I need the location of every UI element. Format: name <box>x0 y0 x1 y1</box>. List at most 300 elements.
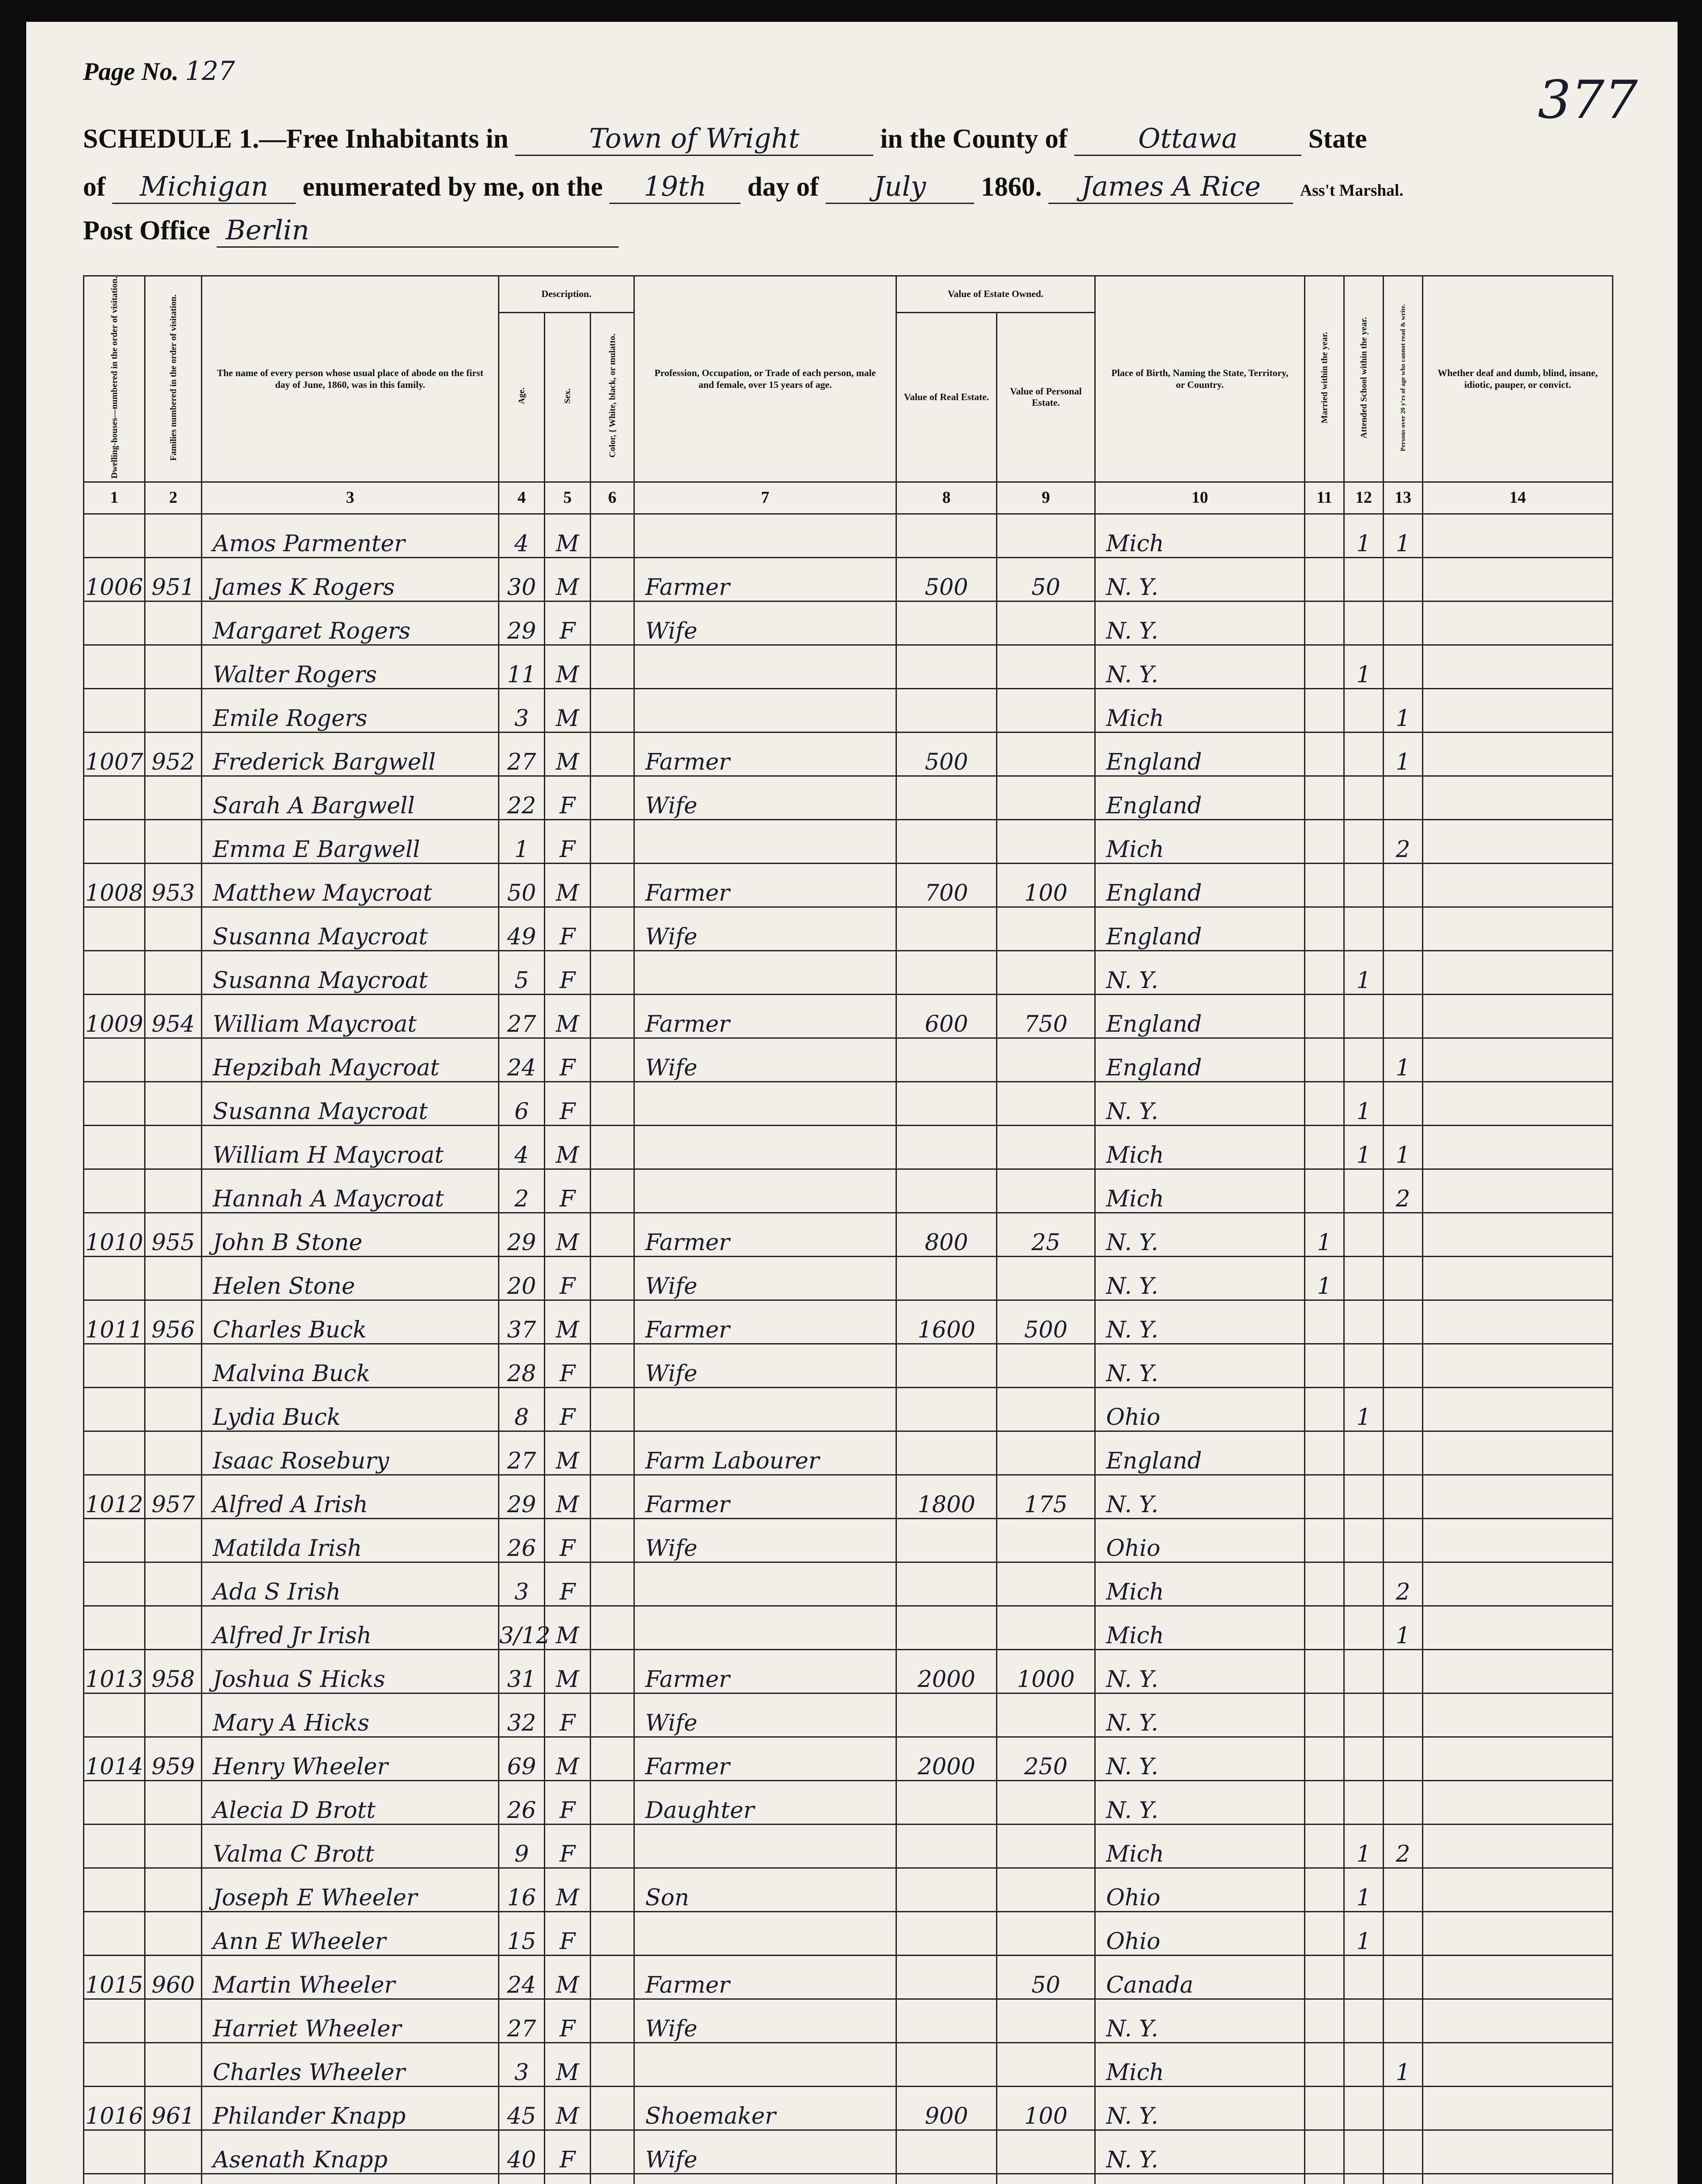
person-name: Mary A Hicks <box>202 1693 499 1737</box>
birthplace: Mich <box>1095 514 1305 558</box>
family-number <box>145 689 202 733</box>
real-estate-value <box>896 2174 997 2184</box>
attended-school <box>1344 1693 1384 1737</box>
personal-estate-value: 50 <box>997 558 1095 601</box>
occupation: Wife <box>634 1257 896 1300</box>
married-within-year <box>1305 1431 1344 1475</box>
attended-school <box>1344 1606 1384 1650</box>
family-number <box>145 2043 202 2087</box>
cannot-read-write <box>1384 2087 1423 2130</box>
married-within-year <box>1305 1781 1344 1825</box>
dwelling-number <box>84 1606 145 1650</box>
cannot-read-write <box>1384 1650 1423 1693</box>
column-number-5: 5 <box>545 482 591 514</box>
dwelling-number <box>84 1126 145 1169</box>
person-name: Frederick Bargwell <box>202 733 499 776</box>
married-within-year <box>1305 776 1344 820</box>
table-row <box>84 2130 1613 2174</box>
birthplace: N. Y. <box>1095 1213 1305 1257</box>
table-row <box>84 601 1613 645</box>
table-row <box>84 1912 1613 1956</box>
real-estate-value: 600 <box>896 995 997 1038</box>
real-estate-value <box>896 1519 997 1562</box>
married-within-year <box>1305 1912 1344 1956</box>
real-estate-value <box>896 2130 997 2174</box>
cannot-read-write <box>1384 1431 1423 1475</box>
month-field: July <box>826 170 974 204</box>
cannot-read-write <box>1384 1868 1423 1912</box>
dwelling-number <box>84 1912 145 1956</box>
occupation <box>634 820 896 864</box>
real-estate-value <box>896 689 997 733</box>
dwelling-number: 1006 <box>84 558 145 601</box>
disability <box>1423 1519 1613 1562</box>
person-name: Emile Rogers <box>202 689 499 733</box>
occupation: Wife <box>634 1519 896 1562</box>
estate-header: Value of Estate Owned. <box>896 276 1095 313</box>
married-within-year <box>1305 1126 1344 1169</box>
dwelling-number <box>84 1169 145 1213</box>
family-number <box>145 514 202 558</box>
attended-school <box>1344 1038 1384 1082</box>
family-number: 952 <box>145 733 202 776</box>
table-row <box>84 907 1613 951</box>
attended-school <box>1344 2043 1384 2087</box>
person-name: Asenath Knapp <box>202 2130 499 2174</box>
cannot-read-write <box>1384 2174 1423 2184</box>
dwelling-number <box>84 776 145 820</box>
cannot-read-write: 2 <box>1384 1169 1423 1213</box>
post-office-label: Post Office <box>83 216 210 245</box>
dwelling-number: 1010 <box>84 1213 145 1257</box>
color <box>591 995 634 1038</box>
birthplace: N. Y. <box>1095 1781 1305 1825</box>
cannot-read-write <box>1384 1213 1423 1257</box>
cannot-read-write <box>1384 1257 1423 1300</box>
personal-estate-value <box>997 645 1095 689</box>
family-number <box>145 1781 202 1825</box>
family-number <box>145 907 202 951</box>
disability <box>1423 689 1613 733</box>
personal-estate-value <box>997 2130 1095 2174</box>
disability <box>1423 1257 1613 1300</box>
color <box>591 1956 634 1999</box>
birthplace: N. Y. <box>1095 951 1305 995</box>
table-row <box>84 1257 1613 1300</box>
birthplace: Mich <box>1095 1169 1305 1213</box>
sex: F <box>545 1693 591 1737</box>
sex: M <box>545 1956 591 1999</box>
disability <box>1423 1868 1613 1912</box>
attended-school: 1 <box>1344 1825 1384 1868</box>
table-row <box>84 1868 1613 1912</box>
of-label: of <box>83 172 106 202</box>
person-name: Alfred Jr Irish <box>202 1606 499 1650</box>
family-number <box>145 2130 202 2174</box>
attended-school <box>1344 558 1384 601</box>
birthplace: Ohio <box>1095 1519 1305 1562</box>
person-name: Matthew Maycroat <box>202 864 499 907</box>
dwelling-number <box>84 1431 145 1475</box>
personal-estate-value <box>997 1038 1095 1082</box>
birthplace: N. Y. <box>1095 2130 1305 2174</box>
disability <box>1423 2043 1613 2087</box>
personal-estate-value <box>997 1825 1095 1868</box>
family-number <box>145 1082 202 1126</box>
age: 32 <box>499 1693 545 1737</box>
occupation: Wife <box>634 776 896 820</box>
personal-estate-value <box>997 1431 1095 1475</box>
real-estate-value <box>896 2043 997 2087</box>
disability <box>1423 1475 1613 1519</box>
disability <box>1423 733 1613 776</box>
dwelling-number <box>84 514 145 558</box>
disability <box>1423 1126 1613 1169</box>
married-within-year <box>1305 1999 1344 2043</box>
person-name: Charles Wheeler <box>202 2043 499 2087</box>
personal-estate-value <box>997 1388 1095 1431</box>
color <box>591 951 634 995</box>
attended-school: 1 <box>1344 1868 1384 1912</box>
cannot-read-write <box>1384 864 1423 907</box>
page-number-stamp: 377 <box>1538 70 1638 131</box>
real-estate-value <box>896 514 997 558</box>
sex: M <box>545 645 591 689</box>
color <box>591 1038 634 1082</box>
family-number <box>145 951 202 995</box>
occupation: Wife <box>634 1038 896 1082</box>
color <box>591 1781 634 1825</box>
sex: M <box>545 1213 591 1257</box>
dwelling-number <box>84 1038 145 1082</box>
occupation <box>634 2174 896 2184</box>
color <box>591 1693 634 1737</box>
table-row <box>84 1169 1613 1213</box>
cannot-read-write <box>1384 1912 1423 1956</box>
dwelling-number <box>84 2130 145 2174</box>
birthplace: England <box>1095 907 1305 951</box>
table-row <box>84 776 1613 820</box>
occupation: Farmer <box>634 864 896 907</box>
column-number-2: 2 <box>145 482 202 514</box>
person-name: Martin Wheeler <box>202 1956 499 1999</box>
sex: F <box>545 601 591 645</box>
year-label: 1860. <box>981 172 1042 202</box>
age: 37 <box>499 1300 545 1344</box>
attended-school <box>1344 864 1384 907</box>
real-estate-value <box>896 951 997 995</box>
person-name: Valma C Brott <box>202 1825 499 1868</box>
real-estate-value <box>896 1912 997 1956</box>
dwelling-number <box>84 1344 145 1388</box>
sex: M <box>545 2043 591 2087</box>
occupation: Farmer <box>634 1475 896 1519</box>
real-estate-value <box>896 1999 997 2043</box>
color <box>591 1213 634 1257</box>
cannot-read-write: 1 <box>1384 514 1423 558</box>
attended-school: 1 <box>1344 1082 1384 1126</box>
col-6-header: Color, { White, black, or mulatto. <box>591 312 634 482</box>
column-number-9: 9 <box>997 482 1095 514</box>
disability <box>1423 1300 1613 1344</box>
attended-school <box>1344 2130 1384 2174</box>
table-row <box>84 1388 1613 1431</box>
age: 1 <box>499 820 545 864</box>
sex: F <box>545 1519 591 1562</box>
cannot-read-write <box>1384 601 1423 645</box>
table-row <box>84 1956 1613 1999</box>
color <box>591 1388 634 1431</box>
disability <box>1423 514 1613 558</box>
cannot-read-write <box>1384 1693 1423 1737</box>
occupation: Farm Labourer <box>634 1431 896 1475</box>
attended-school <box>1344 1650 1384 1693</box>
married-within-year <box>1305 2130 1344 2174</box>
table-row <box>84 558 1613 601</box>
real-estate-value: 2000 <box>896 1650 997 1693</box>
attended-school: 1 <box>1344 645 1384 689</box>
married-within-year <box>1305 1169 1344 1213</box>
age: 49 <box>499 907 545 951</box>
schedule-prefix: SCHEDULE 1.—Free Inhabitants in <box>83 124 509 154</box>
birthplace: Mich <box>1095 1562 1305 1606</box>
married-within-year <box>1305 1825 1344 1868</box>
personal-estate-value: 1000 <box>997 1650 1095 1693</box>
col-4-header: Age. <box>499 312 545 482</box>
disability <box>1423 2087 1613 2130</box>
occupation <box>634 1388 896 1431</box>
cannot-read-write <box>1384 1344 1423 1388</box>
sex: F <box>545 776 591 820</box>
occupation <box>634 1825 896 1868</box>
age: 30 <box>499 558 545 601</box>
cannot-read-write: 2 <box>1384 1825 1423 1868</box>
personal-estate-value <box>997 1082 1095 1126</box>
real-estate-value <box>896 1956 997 1999</box>
disability <box>1423 1344 1613 1388</box>
real-estate-value <box>896 1169 997 1213</box>
day-label: day of <box>747 172 819 202</box>
birthplace: England <box>1095 733 1305 776</box>
sex: M <box>545 1300 591 1344</box>
occupation <box>634 645 896 689</box>
disability <box>1423 1781 1613 1825</box>
age: 45 <box>499 2087 545 2130</box>
attended-school <box>1344 907 1384 951</box>
state-field: Michigan <box>112 170 296 204</box>
birthplace: Mich <box>1095 820 1305 864</box>
age: 3 <box>499 2043 545 2087</box>
age: 11 <box>499 645 545 689</box>
age: 27 <box>499 995 545 1038</box>
dwelling-number <box>84 820 145 864</box>
color <box>591 2174 634 2184</box>
real-estate-value: 1800 <box>896 1475 997 1519</box>
attended-school <box>1344 2174 1384 2184</box>
personal-estate-value <box>997 1781 1095 1825</box>
married-within-year <box>1305 1475 1344 1519</box>
occupation <box>634 951 896 995</box>
sex: F <box>545 820 591 864</box>
county-label: in the County of <box>880 124 1068 154</box>
birthplace: N. Y. <box>1095 1475 1305 1519</box>
day-field: 19th <box>609 170 740 204</box>
married-within-year <box>1305 1082 1344 1126</box>
cannot-read-write <box>1384 907 1423 951</box>
table-row <box>84 1606 1613 1650</box>
sex: M <box>545 1737 591 1781</box>
occupation <box>634 2043 896 2087</box>
real-estate-value <box>896 1606 997 1650</box>
sex: F <box>545 1999 591 2043</box>
table-row <box>84 1781 1613 1825</box>
personal-estate-value <box>997 1344 1095 1388</box>
real-estate-value: 800 <box>896 1213 997 1257</box>
birthplace: N. Y. <box>1095 2087 1305 2130</box>
table-row <box>84 1737 1613 1781</box>
sex: M <box>545 1431 591 1475</box>
attended-school <box>1344 1213 1384 1257</box>
married-within-year <box>1305 864 1344 907</box>
disability <box>1423 601 1613 645</box>
birthplace: N. Y. <box>1095 1693 1305 1737</box>
attended-school <box>1344 1300 1384 1344</box>
personal-estate-value: 50 <box>997 1956 1095 1999</box>
dwelling-number <box>84 1693 145 1737</box>
age: 29 <box>499 1475 545 1519</box>
header-line-2 <box>83 170 1403 204</box>
age: 27 <box>499 733 545 776</box>
disability <box>1423 864 1613 907</box>
married-within-year <box>1305 645 1344 689</box>
age <box>499 2174 545 2184</box>
age: 26 <box>499 1519 545 1562</box>
dwelling-number <box>84 645 145 689</box>
disability <box>1423 907 1613 951</box>
enumerated-label: enumerated by me, on the <box>302 172 603 202</box>
married-within-year <box>1305 733 1344 776</box>
birthplace: N. Y. <box>1095 1300 1305 1344</box>
table-row <box>84 2174 1613 2184</box>
birthplace: England <box>1095 776 1305 820</box>
family-number <box>145 645 202 689</box>
personal-estate-value <box>997 951 1095 995</box>
age: 4 <box>499 1126 545 1169</box>
age: 27 <box>499 1999 545 2043</box>
age: 2 <box>499 1169 545 1213</box>
table-row <box>84 864 1613 907</box>
column-number-14: 14 <box>1423 482 1613 514</box>
occupation: Farmer <box>634 1300 896 1344</box>
color <box>591 1257 634 1300</box>
attended-school <box>1344 1431 1384 1475</box>
person-name: Walter Rogers <box>202 645 499 689</box>
married-within-year <box>1305 558 1344 601</box>
col-13-header: Persons over 20 y'rs of age who cannot read & write. <box>1384 276 1423 482</box>
dwelling-number <box>84 1562 145 1606</box>
age: 5 <box>499 951 545 995</box>
disability <box>1423 1956 1613 1999</box>
dwelling-number: 1008 <box>84 864 145 907</box>
sex: M <box>545 689 591 733</box>
county-field: Ottawa <box>1074 122 1301 156</box>
personal-estate-value <box>997 1912 1095 1956</box>
cannot-read-write: 1 <box>1384 689 1423 733</box>
occupation: Farmer <box>634 1956 896 1999</box>
personal-estate-value <box>997 1868 1095 1912</box>
column-number-4: 4 <box>499 482 545 514</box>
column-number-6: 6 <box>591 482 634 514</box>
personal-estate-value: 175 <box>997 1475 1095 1519</box>
personal-estate-value <box>997 2043 1095 2087</box>
married-within-year <box>1305 689 1344 733</box>
page-label: Page No. <box>83 57 179 86</box>
cannot-read-write <box>1384 1082 1423 1126</box>
attended-school: 1 <box>1344 1126 1384 1169</box>
personal-estate-value <box>997 514 1095 558</box>
disability <box>1423 951 1613 995</box>
birthplace: England <box>1095 995 1305 1038</box>
disability <box>1423 1737 1613 1781</box>
birthplace: N. Y. <box>1095 645 1305 689</box>
color <box>591 776 634 820</box>
disability <box>1423 1825 1613 1868</box>
header-line-3 <box>83 214 619 248</box>
personal-estate-value <box>997 1169 1095 1213</box>
age: 69 <box>499 1737 545 1781</box>
table-row <box>84 995 1613 1038</box>
real-estate-value <box>896 1825 997 1868</box>
attended-school <box>1344 2087 1384 2130</box>
personal-estate-value: 500 <box>997 1300 1095 1344</box>
personal-estate-value <box>997 733 1095 776</box>
attended-school: 1 <box>1344 1912 1384 1956</box>
table-row <box>84 1126 1613 1169</box>
color <box>591 1912 634 1956</box>
table-row <box>84 1213 1613 1257</box>
disability <box>1423 1562 1613 1606</box>
sex: M <box>545 995 591 1038</box>
cannot-read-write: 2 <box>1384 820 1423 864</box>
sex: M <box>545 733 591 776</box>
sex: M <box>545 558 591 601</box>
married-within-year <box>1305 1737 1344 1781</box>
family-number <box>145 776 202 820</box>
attended-school: 1 <box>1344 1388 1384 1431</box>
birthplace: N. Y. <box>1095 1999 1305 2043</box>
col-11-header: Married within the year. <box>1305 276 1344 482</box>
birthplace: Mich <box>1095 1606 1305 1650</box>
married-within-year <box>1305 1693 1344 1737</box>
census-sheet <box>26 22 1678 2184</box>
color <box>591 1562 634 1606</box>
birthplace: Ohio <box>1095 1868 1305 1912</box>
color <box>591 2087 634 2130</box>
color <box>591 1475 634 1519</box>
col-3-header: The name of every person whose usual place of abode on the first day of June, 1860, was in this family. <box>202 276 499 482</box>
personal-estate-value <box>997 1126 1095 1169</box>
person-name: Sarah A Bargwell <box>202 776 499 820</box>
dwelling-number: 1015 <box>84 1956 145 1999</box>
real-estate-value: 2000 <box>896 1737 997 1781</box>
color <box>591 820 634 864</box>
cannot-read-write: 1 <box>1384 1606 1423 1650</box>
sex: F <box>545 1257 591 1300</box>
person-name: William Maycroat <box>202 995 499 1038</box>
personal-estate-value: 250 <box>997 1737 1095 1781</box>
attended-school <box>1344 733 1384 776</box>
page-number: 127 <box>185 56 235 86</box>
